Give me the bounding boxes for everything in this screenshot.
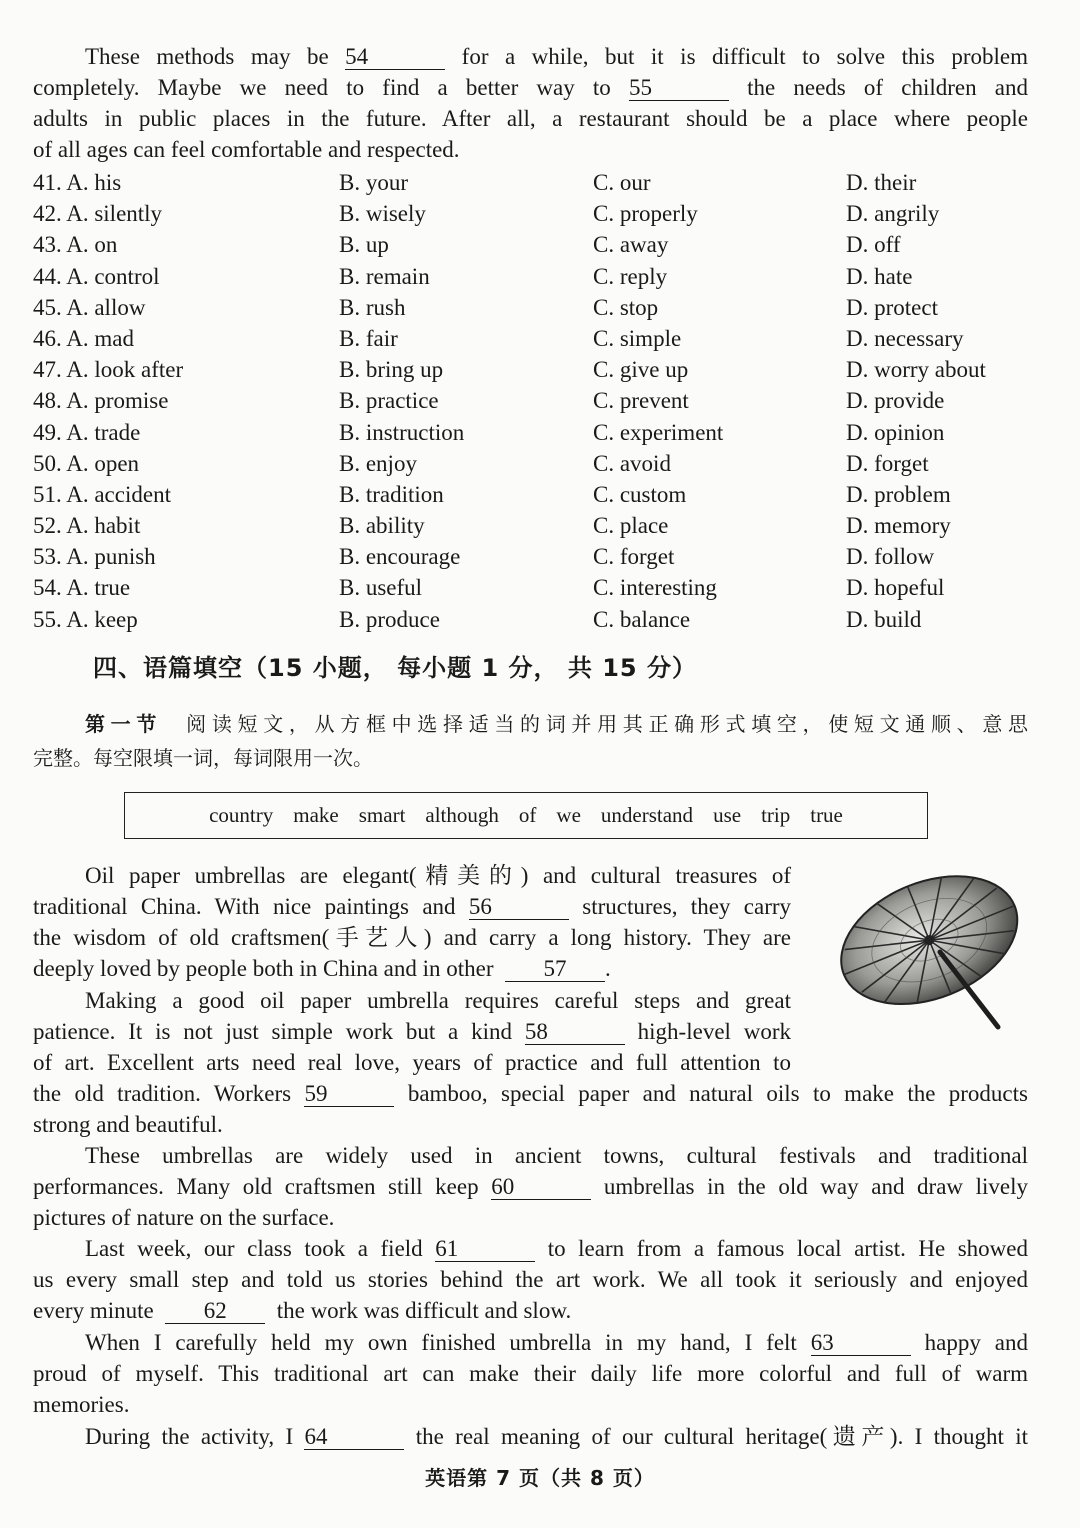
- word-box-word: country: [209, 803, 274, 827]
- options-table: [33, 167, 1033, 635]
- option-choice: 41. A. his: [33, 170, 122, 195]
- word-box-word: of: [518, 803, 537, 827]
- blank-62[interactable]: 62: [165, 1299, 265, 1324]
- option-row: [33, 167, 1033, 198]
- blank-60[interactable]: 60: [491, 1175, 591, 1200]
- option-choice: 52. A. habit: [33, 513, 141, 539]
- option-row: [33, 385, 1033, 416]
- option-choice: 51. A. accident: [33, 481, 171, 507]
- option-choice: B. useful: [339, 575, 423, 601]
- option-row: [33, 229, 1033, 260]
- option-choice: C. prevent: [593, 388, 689, 414]
- option-choice: C. stop: [593, 294, 659, 320]
- passage-line: patience. It is not just simple work but a kind 58 high-level work: [33, 1019, 792, 1044]
- passage-line: every minute 62 the work was difficult and slow.: [33, 1298, 572, 1323]
- blank-58[interactable]: 58: [525, 1020, 625, 1045]
- word-box-word: true: [810, 803, 843, 827]
- word-box-word: use: [713, 803, 742, 827]
- option-choice: D. follow: [846, 544, 935, 570]
- option-choice: D. forget: [846, 450, 929, 476]
- blank-55[interactable]: 55: [629, 76, 729, 101]
- option-choice: D. hopeful: [846, 575, 945, 601]
- blank-61[interactable]: 61: [435, 1237, 535, 1262]
- option-choice: C. place: [593, 513, 669, 539]
- option-row: [33, 479, 1033, 510]
- passage-line: Last week, our class took a field 61 to learn from a famous local artist. He showed: [85, 1236, 1028, 1261]
- option-choice: B. bring up: [339, 357, 444, 383]
- passage-line: of art. Excellent arts need real love, years of practice and full attention to: [33, 1050, 791, 1075]
- option-row: [33, 261, 1033, 292]
- blank-56[interactable]: 56: [469, 895, 569, 920]
- option-choice: B. tradition: [339, 481, 444, 507]
- instruction-line-1: 第一节 阅读短文，从方框中选择适当的词并用其正确形式填空，使短文通顺、意思: [85, 712, 1029, 736]
- option-choice: D. problem: [846, 481, 951, 507]
- option-choice: B. your: [339, 170, 408, 195]
- option-choice: B. encourage: [339, 544, 461, 570]
- option-choice: C. give up: [593, 357, 689, 383]
- blank-59[interactable]: 59: [304, 1082, 394, 1107]
- passage-line: pictures of nature on the surface.: [33, 1205, 335, 1230]
- passage-line: traditional China. With nice paintings and 56 structures, they carry: [33, 894, 792, 919]
- option-choice: 49. A. trade: [33, 419, 141, 445]
- option-choice: C. experiment: [593, 419, 724, 445]
- option-choice: 54. A. true: [33, 575, 131, 601]
- option-choice: B. fair: [339, 325, 398, 351]
- option-choice: B. rush: [339, 294, 406, 320]
- option-row: [33, 323, 1033, 354]
- blank-63[interactable]: 63: [811, 1331, 911, 1356]
- option-choice: B. produce: [339, 606, 440, 632]
- option-choice: D. protect: [846, 294, 938, 320]
- option-choice: C. away: [593, 232, 669, 258]
- option-row: [33, 417, 1033, 448]
- option-choice: 55. A. keep: [33, 606, 138, 632]
- option-choice: 48. A. promise: [33, 388, 169, 414]
- option-choice: 50. A. open: [33, 450, 140, 476]
- option-row: [33, 510, 1033, 541]
- passage-line: Oil paper umbrellas are elegant(精美的) and cultural treasures of: [85, 863, 791, 888]
- option-row: [33, 292, 1033, 323]
- option-choice: C. interesting: [593, 575, 717, 601]
- passage-line: performances. Many old craftsmen still keep 60 umbrellas in the old way and draw lively: [33, 1174, 1029, 1199]
- option-row: [33, 604, 1033, 635]
- word-box-word: although: [425, 803, 499, 827]
- option-row: [33, 448, 1033, 479]
- passage-line: These umbrellas are widely used in ancient towns, cultural festivals and traditional: [85, 1143, 1028, 1168]
- passage-line: the wisdom of old craftsmen(手艺人) and carry a long history. They are: [33, 925, 791, 950]
- word-box-word: smart: [358, 803, 406, 827]
- option-row: [33, 541, 1033, 572]
- option-row: [33, 198, 1033, 229]
- option-choice: D. provide: [846, 388, 945, 414]
- option-choice: C. avoid: [593, 450, 671, 476]
- section-title: 四、语篇填空（15 小题， 每小题 1 分， 共 15 分）: [93, 654, 697, 682]
- option-choice: C. properly: [593, 201, 698, 227]
- option-row: [33, 354, 1033, 385]
- option-choice: C. our: [593, 170, 651, 195]
- page-footer: 英语第 7 页（共 8 页）: [425, 1466, 655, 1490]
- intro-line-4: of all ages can feel comfortable and respected.: [33, 137, 460, 162]
- passage-line: Making a good oil paper umbrella requires careful steps and great: [85, 988, 791, 1013]
- option-row: [33, 572, 1033, 603]
- option-choice: C. balance: [593, 606, 691, 632]
- passage-line: During the activity, I 64 the real meaning of our cultural heritage(遗产). I thought it: [85, 1424, 1029, 1449]
- option-choice: B. ability: [339, 513, 425, 539]
- option-choice: B. practice: [339, 388, 439, 414]
- intro-line-2: completely. Maybe we need to find a better way to 55 the needs of children and: [33, 75, 1028, 100]
- option-choice: B. wisely: [339, 201, 426, 227]
- option-choice: D. memory: [846, 513, 951, 539]
- word-box-word: understand: [600, 803, 694, 827]
- part-label: 第一节: [85, 712, 163, 736]
- option-choice: B. instruction: [339, 419, 465, 445]
- word-box-word: we: [556, 803, 581, 827]
- intro-line-3: adults in public places in the future. After all, a restaurant should be a place where people: [33, 106, 1028, 131]
- blank-54[interactable]: 54: [345, 45, 445, 70]
- word-box: [124, 792, 928, 839]
- option-choice: D. angrily: [846, 201, 940, 227]
- word-box-word: trip: [761, 803, 791, 827]
- passage-line: deeply loved by people both in China and in other 57 .: [33, 956, 611, 981]
- option-choice: D. off: [846, 232, 901, 258]
- option-choice: D. opinion: [846, 419, 945, 445]
- option-choice: B. remain: [339, 263, 430, 289]
- option-choice: B. up: [339, 232, 389, 258]
- option-choice: 43. A. on: [33, 232, 118, 258]
- option-choice: 47. A. look after: [33, 357, 184, 383]
- option-choice: C. simple: [593, 325, 682, 351]
- intro-line-1: These methods may be 54 for a while, but it is difficult to solve this problem: [85, 44, 1028, 69]
- option-choice: 44. A. control: [33, 263, 160, 289]
- option-choice: 53. A. punish: [33, 544, 156, 570]
- passage-line: us every small step and told us stories behind the art work. We all took it seriously and enjoyed: [33, 1267, 1028, 1292]
- option-choice: C. forget: [593, 544, 675, 570]
- blank-57[interactable]: 57: [505, 957, 605, 982]
- option-choice: 45. A. allow: [33, 294, 146, 320]
- option-choice: D. worry about: [846, 357, 986, 383]
- option-choice: 42. A. silently: [33, 201, 163, 227]
- option-choice: B. enjoy: [339, 450, 417, 476]
- option-choice: D. necessary: [846, 325, 964, 351]
- passage-line: the old tradition. Workers 59 bamboo, special paper and natural oils to make the products: [33, 1081, 1028, 1106]
- passage-line: When I carefully held my own finished umbrella in my hand, I felt 63 happy and: [85, 1330, 1029, 1355]
- word-box-word: make: [293, 803, 339, 827]
- option-choice: D. hate: [846, 263, 913, 289]
- option-choice: 46. A. mad: [33, 325, 134, 351]
- passage-line: proud of myself. This traditional art can make their daily life more colorful and full of warm: [33, 1361, 1028, 1386]
- instruction-line-2: 完整。每空限填一词，每词限用一次。: [33, 746, 373, 770]
- passage-line: strong and beautiful.: [33, 1112, 223, 1137]
- option-choice: D. their: [846, 170, 917, 195]
- option-choice: C. reply: [593, 263, 668, 289]
- oil-paper-umbrella-image: [830, 862, 1030, 1037]
- passage-line: memories.: [33, 1392, 130, 1417]
- option-choice: D. build: [846, 606, 922, 632]
- blank-64[interactable]: 64: [304, 1425, 404, 1450]
- option-choice: C. custom: [593, 481, 687, 507]
